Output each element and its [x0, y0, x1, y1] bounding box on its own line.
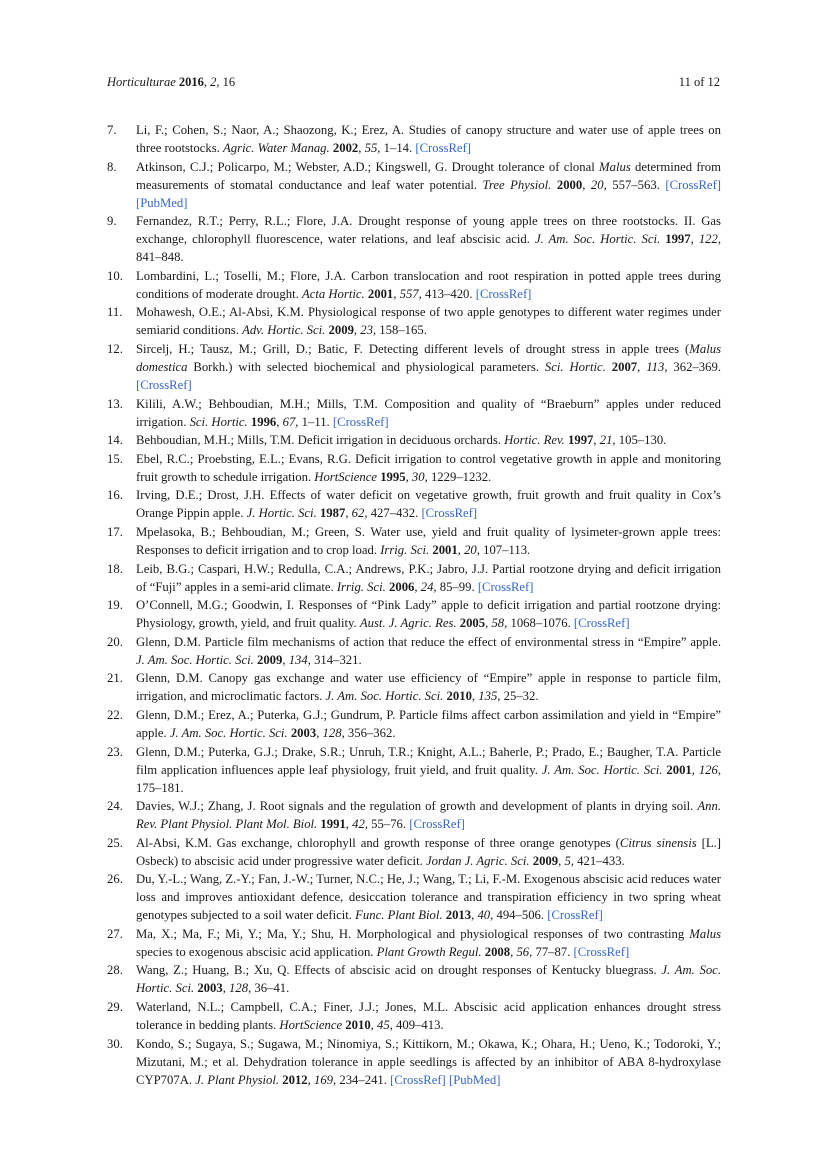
- reference-italic: 42: [352, 817, 365, 832]
- reference-item: [107, 340, 721, 394]
- reference-year: 1987: [319, 506, 346, 521]
- article-number: 16: [222, 75, 236, 89]
- page-number: 11 of 12: [678, 75, 720, 89]
- reference-segment: ,: [457, 542, 465, 557]
- reference-segment: Atkinson, C.J.; Policarpo, M.; Webster, A.D.; Kingswell, G. Drought tolerance of clonal: [136, 159, 600, 174]
- reference-italic: Malus: [689, 926, 721, 941]
- reference-text: [136, 269, 721, 301]
- reference-item: [107, 431, 721, 449]
- reference-italic: 45: [377, 1018, 390, 1033]
- reference-text: [136, 708, 721, 740]
- reference-text: [136, 963, 721, 995]
- crossref-link[interactable]: [CrossRef]: [573, 944, 630, 959]
- reference-italic: 135: [478, 689, 498, 704]
- reference-item: [107, 523, 721, 559]
- reference-italic: Citrus sinensis: [619, 835, 697, 850]
- reference-year: 2007: [611, 359, 638, 374]
- journal-citation: Horticulturae 2016, 2, 16: [107, 75, 236, 89]
- reference-text: [136, 160, 721, 210]
- reference-year: 2010: [446, 689, 472, 704]
- reference-item: [107, 669, 721, 705]
- reference-segment: Glenn, D.M.; Puterka, G.J.; Drake, S.R.; Unruh, T.R.; Knight, A.L.; Baherle, P.; Prado, E.; Baugher, T.A. Particle film application influences apple leaf physiology, fruit yield, and fruit quality.: [136, 744, 721, 777]
- reference-number: 14.: [107, 433, 123, 448]
- reference-text: [136, 836, 721, 868]
- reference-segment: ,: [282, 652, 289, 667]
- reference-year: 2013: [445, 908, 472, 923]
- reference-number: 21.: [107, 671, 123, 686]
- reference-italic: Hortic. Rev.: [504, 433, 565, 448]
- reference-segment: ,: [345, 506, 352, 521]
- reference-segment: ,: [405, 469, 412, 484]
- reference-number: 9.: [107, 214, 117, 229]
- reference-year: 2002: [332, 141, 359, 155]
- reference-segment: ,: [307, 1072, 314, 1087]
- reference-italic: 20: [464, 542, 477, 557]
- reference-segment: Irving, D.E.; Drost, J.H. Effects of water deficit on vegetative growth, fruit growth and fruit quality in Cox’s Orange Pippin apple.: [136, 488, 721, 521]
- reference-segment: ,: [471, 689, 479, 704]
- reference-year: 2001: [432, 542, 458, 557]
- crossref-link[interactable]: [CrossRef]: [421, 506, 478, 521]
- reference-text: [136, 452, 721, 484]
- reference-number: 12.: [107, 341, 123, 356]
- reference-number: 20.: [107, 634, 123, 649]
- reference-segment: Al-Absi, K.M. Gas exchange, chlorophyll and growth response of three orange genotypes (: [136, 835, 620, 850]
- journal-name: Horticulturae: [107, 75, 176, 89]
- reference-text: [136, 635, 721, 667]
- reference-segment: ,: [582, 177, 591, 192]
- reference-year: 2005: [459, 616, 486, 631]
- reference-segment: , 175–181.: [136, 762, 722, 795]
- reference-number: 15.: [107, 451, 123, 466]
- reference-item: [107, 633, 721, 669]
- reference-italic: Func. Plant Biol.: [355, 908, 443, 923]
- reference-number: 23.: [107, 744, 123, 759]
- reference-segment: , 36–41.: [248, 981, 290, 996]
- reference-segment: ,: [353, 323, 361, 338]
- reference-year: 2009: [256, 652, 283, 667]
- crossref-link[interactable]: [CrossRef]: [136, 377, 192, 392]
- reference-segment: , 362–369.: [664, 359, 722, 374]
- reference-segment: Glenn, D.M.; Erez, A.; Puterka, G.J.; Gundrum, P. Particle films affect carbon assimilation and yield in “Empire” apple.: [136, 707, 721, 740]
- reference-text: [136, 745, 721, 795]
- reference-segment: , 841–848.: [136, 232, 722, 265]
- crossref-link[interactable]: [CrossRef]: [477, 579, 534, 594]
- reference-segment: , 314–321.: [307, 652, 362, 667]
- reference-number: 16.: [107, 488, 123, 503]
- reference-italic: J. Am. Soc. Hortic. Sci.: [325, 689, 444, 704]
- reference-segment: Lombardini, L.; Toselli, M.; Flore, J.A. Carbon translocation and root respiration in potted apple trees during conditions of moderate drought.: [136, 268, 721, 301]
- reference-italic: Irrig. Sci.: [336, 579, 386, 594]
- reference-item: [107, 797, 721, 833]
- reference-segment: , 25–32.: [497, 689, 539, 704]
- reference-italic: 40: [477, 908, 491, 923]
- reference-item: [107, 998, 721, 1034]
- reference-text: [136, 305, 721, 337]
- reference-segment: Leib, B.G.; Caspari, H.W.; Redulla, C.A.; Andrews, P.K.; Jabro, J.J. Partial rootzone drying and deficit irrigation of “Fuji” apples in a semi-arid climate.: [136, 561, 721, 594]
- reference-number: 19.: [107, 598, 123, 613]
- reference-italic: J. Plant Physiol.: [195, 1072, 280, 1087]
- reference-text: [136, 397, 721, 429]
- reference-number: 13.: [107, 396, 123, 411]
- reference-year: 2009: [328, 323, 354, 338]
- crossref-link[interactable]: [CrossRef]: [665, 177, 722, 192]
- reference-text: [136, 562, 721, 594]
- reference-year: 1991: [320, 817, 346, 832]
- reference-segment: Borkh.) with selected biochemical and physiological parameters.: [187, 359, 545, 374]
- reference-item: [107, 1035, 721, 1089]
- reference-segment: Ma, X.; Ma, F.; Mi, Y.; Ma, Y.; Shu, H. Morphological and physiological responses of two contrasting: [136, 926, 690, 941]
- crossref-link[interactable]: [CrossRef]: [547, 908, 603, 923]
- reference-text: [136, 1000, 721, 1032]
- reference-item: [107, 961, 721, 997]
- reference-segment: , 494–506.: [490, 908, 548, 923]
- reference-segment: , 85–99.: [433, 579, 478, 594]
- reference-segment: , 158–165.: [372, 323, 427, 338]
- reference-italic: Aust. J. Agric. Res.: [359, 616, 457, 631]
- pubmed-link[interactable]: [PubMed]: [136, 195, 188, 210]
- reference-number: 24.: [107, 799, 123, 814]
- journal-volume: 2: [210, 75, 217, 89]
- reference-italic: Plant Growth Regul.: [376, 944, 482, 959]
- reference-year: 1996: [250, 414, 277, 429]
- reference-item: [107, 121, 721, 157]
- reference-segment: Fernandez, R.T.; Perry, R.L.; Flore, J.A. Drought response of young apple trees on three rootstocks. II. Gas exchange, chlorophyll fluorescence, water relations, and leaf abscisic acid.: [136, 214, 721, 247]
- reference-italic: 128: [322, 725, 342, 740]
- reference-number: 28.: [107, 963, 123, 978]
- reference-number: 7.: [107, 123, 117, 137]
- reference-segment: ,: [358, 141, 365, 155]
- reference-item: [107, 486, 721, 522]
- reference-segment: , 55–76.: [364, 817, 410, 832]
- reference-number: 25.: [107, 835, 123, 850]
- reference-segment: Du, Y.-L.; Wang, Z.-Y.; Fan, J.-W.; Turner, N.C.; He, J.; Wang, T.; Li, F.-M. Exogenous abscisic acid reduces water loss and improves antioxidant defence, desiccation tolerance and transpiration efficiency in two spring wheat genotypes subjected to a soil water deficit.: [136, 872, 721, 923]
- reference-number: 26.: [107, 872, 123, 887]
- reference-italic: Ann. Rev. Plant Physiol. Plant Mol. Biol.: [136, 799, 721, 832]
- reference-item: [107, 212, 721, 266]
- reference-segment: Davies, W.J.; Zhang, J. Root signals and the regulation of growth and development of plants in drying soil.: [136, 799, 698, 814]
- reference-text: [136, 488, 721, 520]
- reference-number: 27.: [107, 926, 123, 941]
- reference-segment: Li, F.; Cohen, S.; Naor, A.; Shaozong, K.; Erez, A. Studies of canopy structure and water use of apple trees on three rootstocks.: [136, 123, 721, 155]
- reference-italic: 55: [364, 141, 378, 155]
- reference-segment: [L.] Osbeck) to abscisic acid under progressive water deficit.: [136, 835, 721, 868]
- reference-segment: ,: [222, 981, 230, 996]
- reference-year: 2003: [197, 981, 223, 996]
- reference-segment: determined from measurements of stomatal conductance and leaf water potential.: [136, 159, 721, 192]
- reference-segment: Glenn, D.M. Particle film mechanisms of action that reduce the effect of environmental stress in “Empire” apple.: [136, 634, 721, 649]
- reference-segment: ,: [276, 414, 283, 429]
- reference-segment: Mpelasoka, B.; Behboudian, M.; Green, S. Water use, yield and fruit quality of lysimeter-grown apple trees: Responses to deficit irrigation and to crop load.: [136, 524, 721, 557]
- reference-item: [107, 706, 721, 742]
- crossref-link[interactable]: [CrossRef]: [409, 817, 465, 832]
- reference-number: 18.: [107, 561, 123, 576]
- reference-segment: , 557–563.: [603, 177, 666, 192]
- reference-italic: Adv. Hortic. Sci.: [242, 323, 326, 338]
- reference-italic: 58: [491, 616, 505, 631]
- reference-year: 2012: [282, 1072, 308, 1087]
- reference-segment: ,: [510, 944, 517, 959]
- reference-number: 22.: [107, 707, 123, 722]
- reference-segment: ,: [485, 616, 492, 631]
- reference-italic: Tree Physiol.: [482, 177, 552, 192]
- reference-number: 8.: [107, 159, 117, 174]
- reference-italic: J. Am. Soc. Hortic. Sci.: [541, 762, 663, 777]
- reference-italic: Jordan J. Agric. Sci.: [425, 853, 530, 868]
- reference-segment: Kondo, S.; Sugaya, S.; Sugawa, M.; Ninomiya, S.; Kittikorn, M.; Okawa, K.; Ohara, H.; Ueno, K.; Todoroki, Y.; Mizutani, M.; et al. Dehydration tolerance in apple seedlings is affected by an inhibitor of ABA 8-hydroxylase CYP707A.: [136, 1036, 721, 1087]
- reference-year: 2010: [345, 1018, 371, 1033]
- crossref-link[interactable]: [CrossRef]: [415, 141, 472, 155]
- reference-italic: HortScience: [314, 469, 378, 484]
- reference-italic: 67: [282, 414, 296, 429]
- reference-item: [107, 834, 721, 870]
- crossref-link[interactable]: [CrossRef]: [475, 286, 532, 301]
- reference-segment: Wang, Z.; Huang, B.; Xu, Q. Effects of abscisic acid on drought responses of Kentucky bluegrass.: [136, 963, 662, 978]
- reference-number: 30.: [107, 1036, 123, 1051]
- crossref-link[interactable]: [CrossRef]: [390, 1072, 446, 1087]
- reference-item: [107, 158, 721, 212]
- reference-italic: 30: [411, 469, 425, 484]
- reference-item: [107, 870, 721, 924]
- reference-segment: Waterland, N.L.; Campbell, C.A.; Finer, J.J.; Jones, M.L. Abscisic acid application enhances drought stress tolerance in bedding plants.: [136, 1000, 721, 1033]
- reference-text: [136, 872, 721, 922]
- journal-year: 2016: [178, 75, 204, 89]
- reference-italic: 128: [229, 981, 249, 996]
- reference-italic: Acta Hortic.: [301, 286, 365, 301]
- reference-year: 2008: [484, 944, 511, 959]
- reference-italic: 557: [399, 286, 419, 301]
- reference-year: 2003: [290, 725, 317, 740]
- reference-segment: , 427–432.: [364, 506, 422, 521]
- reference-number: 11.: [107, 305, 123, 320]
- reference-italic: HortScience: [279, 1018, 343, 1033]
- reference-text: [136, 598, 721, 630]
- reference-italic: J. Am. Soc. Hortic. Sci.: [136, 652, 254, 667]
- reference-segment: Mohawesh, O.E.; Al-Absi, K.M. Physiological response of two apple genotypes to different water regimes under semiarid conditions.: [136, 305, 721, 338]
- reference-segment: ,: [393, 286, 400, 301]
- reference-segment: ,: [558, 853, 565, 868]
- reference-segment: Kilili, A.W.; Behboudian, M.H.; Mills, T.M. Composition and quality of “Braeburn” apples under reduced irrigation.: [136, 396, 721, 429]
- reference-segment: ,: [690, 232, 699, 247]
- reference-segment: ,: [471, 908, 478, 923]
- reference-number: 29.: [107, 1000, 123, 1015]
- reference-italic: 126: [698, 762, 718, 777]
- reference-italic: 20: [590, 177, 604, 192]
- reference-text: [136, 671, 721, 703]
- reference-italic: 62: [351, 506, 365, 521]
- reference-text: [136, 799, 721, 831]
- reference-item: [107, 596, 721, 632]
- reference-text: [136, 433, 666, 447]
- reference-segment: , 1229–1232.: [424, 469, 492, 484]
- reference-segment: Ebel, R.C.; Proebsting, E.L.; Evans, R.G. Deficit irrigation to control vegetative growth in apple and monitoring fruit growth to schedule irrigation.: [136, 451, 721, 484]
- reference-segment: Behboudian, M.H.; Mills, T.M. Deficit irrigation in deciduous orchards.: [136, 433, 505, 448]
- reference-year: 1995: [380, 469, 406, 484]
- reference-item: [107, 560, 721, 596]
- reference-italic: 113: [646, 359, 665, 374]
- reference-italic: 24: [420, 579, 434, 594]
- reference-year: 2001: [666, 762, 692, 777]
- reference-italic: Irrig. Sci.: [380, 542, 430, 557]
- reference-segment: , 105–130.: [612, 433, 667, 448]
- reference-italic: J. Hortic. Sci.: [246, 506, 317, 521]
- reference-text: [136, 525, 721, 557]
- reference-year: 2000: [556, 177, 583, 192]
- reference-segment: , 1068–1076.: [504, 616, 574, 631]
- reference-segment: O’Connell, M.G.; Goodwin, I. Responses of “Pink Lady” apple to deficit irrigation and partial rootzone drying: Physiology, growth, yield, and fruit quality.: [136, 598, 721, 631]
- reference-segment: , 1–11.: [295, 414, 333, 429]
- reference-text: [136, 214, 721, 264]
- reference-list: [107, 121, 721, 1089]
- reference-segment: , 1–14.: [377, 141, 416, 155]
- reference-item: [107, 743, 721, 797]
- reference-segment: , 234–241.: [333, 1072, 391, 1087]
- reference-italic: 21: [599, 433, 613, 448]
- reference-segment: , 77–87.: [529, 944, 574, 959]
- pubmed-link[interactable]: [PubMed]: [448, 1072, 501, 1087]
- reference-segment: species to exogenous abscisic acid application.: [136, 944, 377, 959]
- reference-italic: 23: [360, 323, 373, 338]
- reference-segment: ,: [316, 725, 323, 740]
- reference-text: [136, 927, 721, 959]
- reference-segment: , 421–433.: [570, 853, 625, 868]
- reference-segment: , 409–413.: [389, 1018, 444, 1033]
- reference-italic: 56: [516, 944, 530, 959]
- reference-italic: J. Am. Soc. Hortic. Sci.: [136, 963, 721, 996]
- reference-number: 17.: [107, 524, 123, 539]
- reference-text: [136, 342, 721, 392]
- reference-text: [136, 123, 721, 155]
- reference-text: [136, 1037, 721, 1087]
- reference-italic: J. Am. Soc. Hortic. Sci.: [534, 232, 661, 247]
- reference-segment: ,: [593, 433, 600, 448]
- reference-segment: ,: [345, 817, 353, 832]
- reference-segment: ,: [691, 762, 699, 777]
- reference-italic: Malus domestica: [136, 341, 721, 374]
- reference-year: 1997: [568, 433, 594, 448]
- reference-year: 2001: [367, 286, 394, 301]
- reference-italic: 5: [564, 853, 571, 868]
- reference-segment: , 107–113.: [476, 542, 531, 557]
- reference-italic: J. Am. Soc. Hortic. Sci.: [169, 725, 288, 740]
- crossref-link[interactable]: [CrossRef]: [332, 414, 389, 429]
- reference-segment: , 356–362.: [341, 725, 396, 740]
- reference-segment: ,: [637, 359, 647, 374]
- reference-segment: , 413–420.: [418, 286, 476, 301]
- reference-item: [107, 267, 721, 303]
- reference-segment: Glenn, D.M. Canopy gas exchange and water use efficiency of “Empire” apple in response to particle film, irrigation, and microclimatic factors.: [136, 671, 721, 704]
- reference-italic: 169: [313, 1072, 334, 1087]
- reference-italic: Malus: [599, 159, 631, 174]
- reference-year: 2009: [532, 853, 559, 868]
- reference-item: [107, 450, 721, 486]
- reference-year: 2006: [389, 579, 415, 594]
- reference-item: [107, 303, 721, 339]
- reference-segment: Sircelj, H.; Tausz, M.; Grill, D.; Batic, F. Detecting different levels of drought stress in apple trees (: [136, 341, 690, 356]
- crossref-link[interactable]: [CrossRef]: [573, 616, 630, 631]
- reference-segment: ,: [370, 1018, 378, 1033]
- reference-item: [107, 925, 721, 961]
- reference-italic: Sci. Hortic.: [544, 359, 606, 374]
- reference-segment: ,: [414, 579, 421, 594]
- reference-italic: 122: [698, 232, 718, 247]
- reference-number: 10.: [107, 268, 123, 283]
- reference-italic: 134: [288, 652, 308, 667]
- reference-italic: Sci. Hortic.: [189, 414, 248, 429]
- reference-italic: Agric. Water Manag.: [223, 141, 330, 155]
- reference-year: 1997: [665, 232, 691, 247]
- reference-item: [107, 395, 721, 431]
